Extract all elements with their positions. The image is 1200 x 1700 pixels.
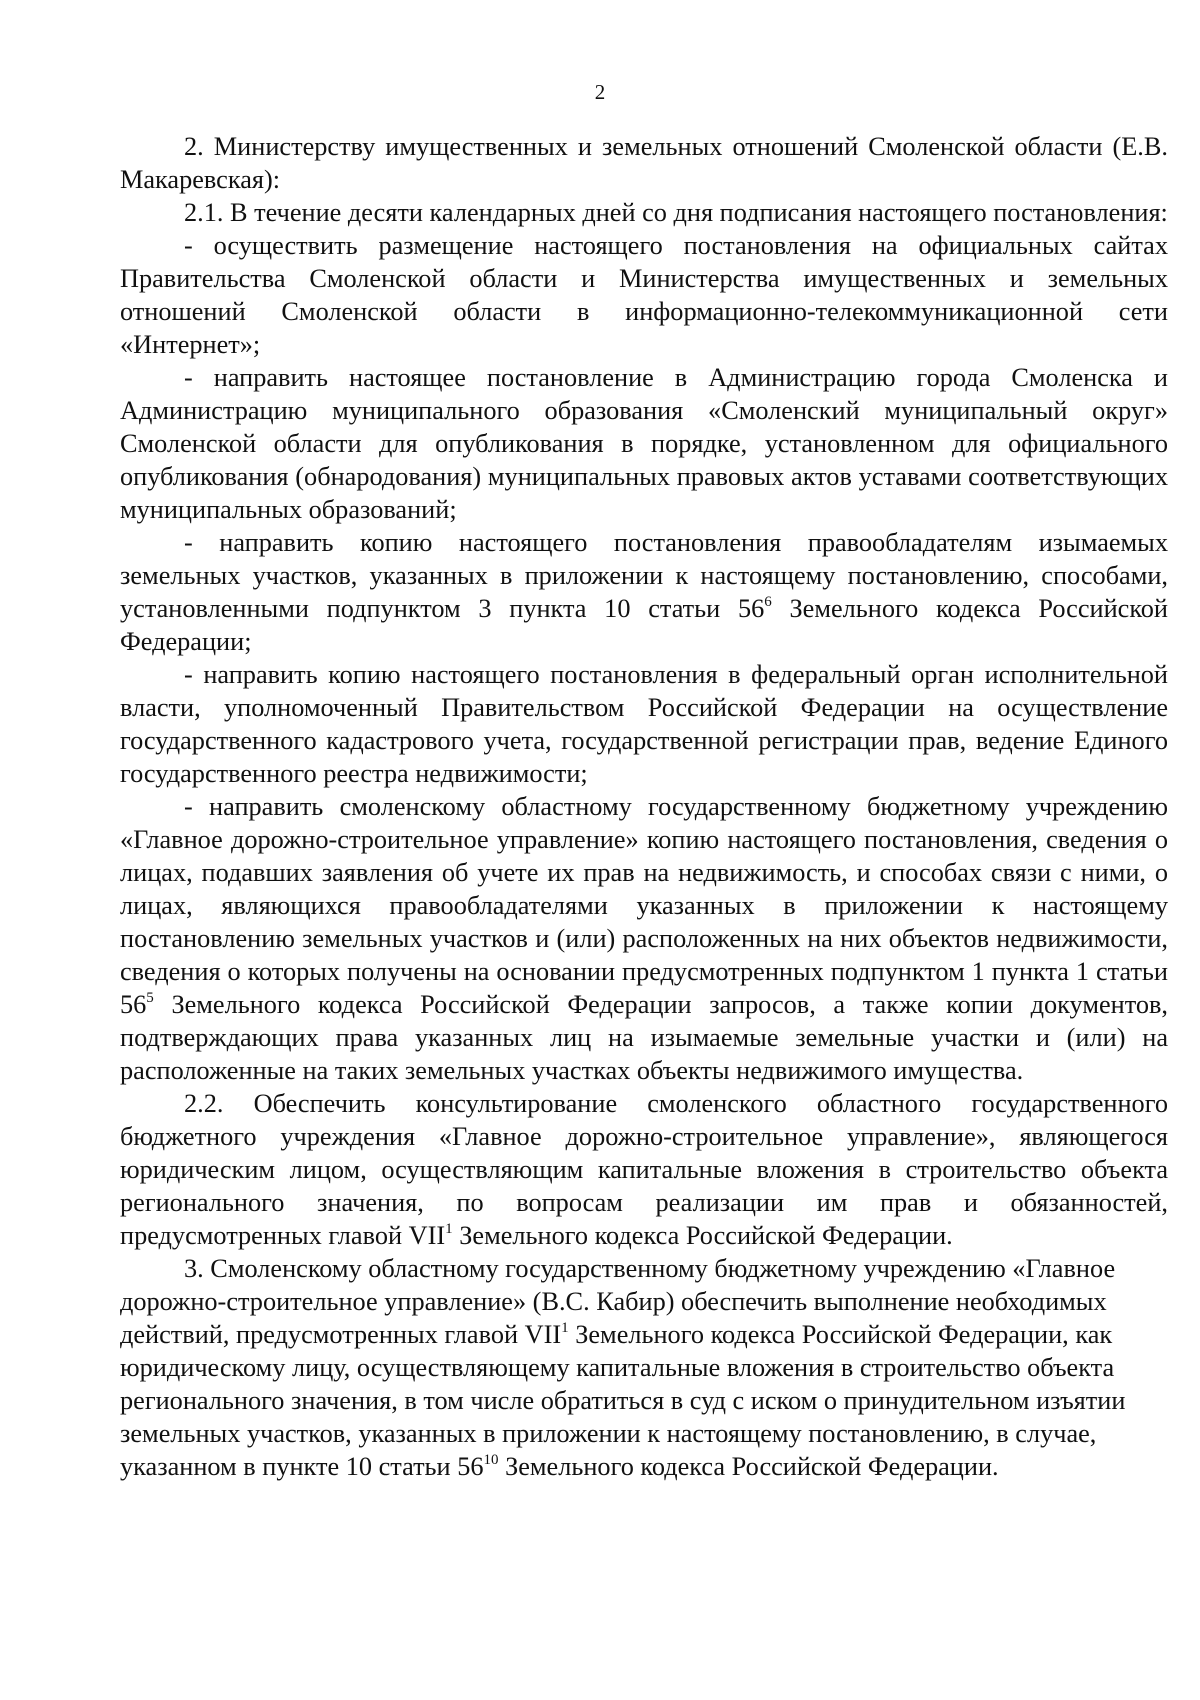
paragraph-text: - направить смоленскому областному государственному бюджетному учреждению «Главное дорожно-строительное управление» копию настоящего постановления, сведения о лицах, подавших заявления об учете их прав на недвижимость, и способах связи с ними, о лицах, являющихся правообладателями указанных в приложении к настоящему постановлению земельных участков и (или) расположенных на них объектов недвижимости, сведения о которых получены на основании предусмотренных подпунктом 1 пункта 1 статьи 56	[120, 792, 1168, 1019]
document-body	[120, 130, 1168, 1483]
page-number: 2	[594, 80, 606, 104]
superscript-reference: 1	[445, 1221, 453, 1237]
document-paragraph	[120, 130, 1168, 196]
paragraph-text: Земельного кодекса Российской Федерации запросов, а также копии документов, подтверждающих права указанных лиц на изымаемые земельные участки и (или) на расположенные на таких земельных участках объекты недвижимого имущества.	[120, 990, 1168, 1085]
document-paragraph	[120, 526, 1168, 658]
paragraph-text: 2.1. В течение десяти календарных дней со дня подписания настоящего постановления:	[184, 198, 1168, 227]
document-paragraph	[120, 361, 1168, 526]
superscript-reference: 5	[146, 990, 154, 1006]
paragraph-text: - направить настоящее постановление в Администрацию города Смоленска и Администрацию муниципального образования «Смоленский муниципальный округ» Смоленской области для опубликования в порядке, установленном для официального опубликования (обнародования) муниципальных правовых актов уставами соответствующих муниципальных образований;	[120, 363, 1168, 524]
paragraph-text: 2.2. Обеспечить консультирование смоленского областного государственного бюджетного учреждения «Главное дорожно-строительное управление», являющегося юридическим лицом, осуществляющим капитальные вложения в строительство объекта регионального значения, по вопросам реализации им прав и обязанностей, предусмотренных главой VII	[120, 1089, 1168, 1250]
document-paragraph	[120, 1087, 1168, 1252]
superscript-reference: 1	[561, 1320, 569, 1336]
paragraph-text: - осуществить размещение настоящего постановления на официальных сайтах Правительства Смоленской области и Министерства имущественных и земельных отношений Смоленской области в информационно-телекоммуникационной сети «Интернет»;	[120, 231, 1168, 359]
paragraph-text: 3. Смоленскому областному государственному бюджетному учреждению «Главное дорожно-строительное управление» (В.С. Кабир) обеспечить выполнение необходимых действий, предусмотренных главой VII	[120, 1254, 1116, 1349]
document-paragraph	[120, 196, 1168, 229]
paragraph-text: - направить копию настоящего постановления в федеральный орган исполнительной власти, уполномоченный Правительством Российской Федерации на осуществление государственного кадастрового учета, государственной регистрации прав, ведение Единого государственного реестра недвижимости;	[120, 660, 1168, 788]
superscript-reference: 10	[483, 1452, 499, 1468]
document-paragraph	[120, 658, 1168, 790]
paragraph-text: Земельного кодекса Российской Федерации, как юридическому лицу, осуществляющему капитальные вложения в строительство объекта регионального значения, в том числе обратиться в суд с иском о принудительном изъятии земельных участков, указанных в приложении к настоящему постановлению, в случае, указанном в пункте 10 статьи 56	[120, 1320, 1126, 1481]
paragraph-text: Земельного кодекса Российской Федерации.	[498, 1452, 999, 1481]
document-paragraph	[120, 1252, 1168, 1483]
superscript-reference: 6	[764, 594, 772, 610]
paragraph-text: - направить копию настоящего постановления правообладателям изымаемых земельных участков, указанных в приложении к настоящему постановлению, способами, установленными подпунктом 3 пункта 10 статьи 56	[120, 528, 1168, 623]
paragraph-text: 2. Министерству имущественных и земельных отношений Смоленской области (Е.В. Макаревская):	[120, 132, 1168, 194]
document-paragraph	[120, 790, 1168, 1087]
paragraph-text: Земельного кодекса Российской Федерации.	[452, 1221, 953, 1250]
document-paragraph	[120, 229, 1168, 361]
paragraph-text: Земельного кодекса Российской Федерации;	[120, 594, 1169, 656]
